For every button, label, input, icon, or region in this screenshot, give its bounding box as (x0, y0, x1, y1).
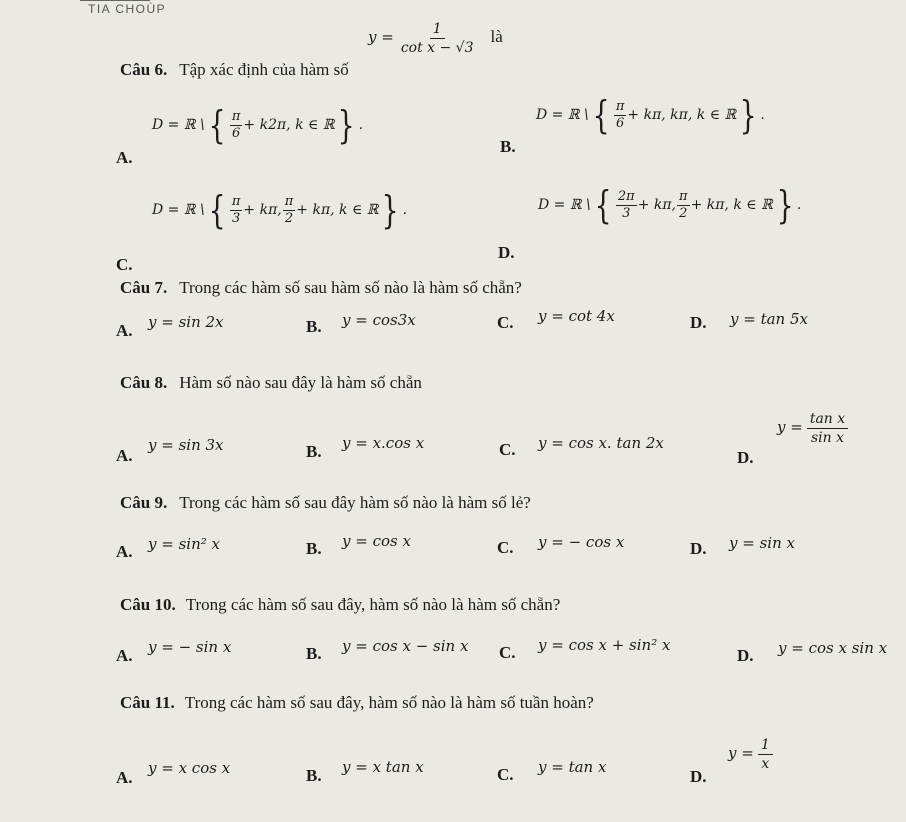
q7-option-a-label[interactable]: A. (116, 321, 133, 340)
q10-option-a-expr[interactable]: y = − sin x (148, 638, 232, 656)
question-11-text: Trong các hàm số sau đây, hàm số nào là hàm số tuần hoàn? (184, 693, 594, 712)
question-8-label: Câu 8. (120, 373, 168, 392)
q10-option-d-expr[interactable]: y = cos x sin x (778, 639, 888, 657)
fn-lhs: y = (777, 418, 803, 437)
question-11-stem (120, 693, 594, 713)
set-prefix: D = ℝ \ (152, 202, 205, 218)
q11-option-c-expr[interactable]: y = tan x (538, 758, 607, 776)
fraction-denominator: x (761, 756, 770, 772)
q6-option-c-label[interactable]: C. (116, 255, 133, 274)
q11-option-d-label[interactable]: D. (690, 767, 707, 786)
right-brace: } (338, 103, 356, 147)
q7-option-d-label[interactable]: D. (690, 313, 707, 332)
q8-option-a-label[interactable]: A. (116, 446, 133, 465)
question-10-label: Câu 10. (120, 595, 176, 614)
q10-option-a-label[interactable]: A. (116, 646, 133, 665)
q8-option-b-label[interactable]: B. (306, 442, 322, 461)
q11-option-a-expr[interactable]: y = x cos x (148, 759, 231, 777)
frac-pi-3: $\frac{\pi}{3}$ (231, 193, 241, 226)
frac-pi-2: $\frac{\pi}{2}$ (284, 193, 294, 226)
fn-denominator: cot x − √3 (400, 40, 474, 56)
q9-option-b-expr[interactable]: y = cos x (342, 532, 411, 550)
q7-option-c-expr[interactable]: y = cot 4x (538, 307, 615, 325)
set-prefix: D = ℝ \ (538, 197, 591, 213)
question-7-stem (120, 278, 522, 298)
question-6-function (368, 20, 503, 57)
q9-option-d-expr[interactable]: y = sin x (729, 534, 795, 552)
q7-option-a-expr[interactable]: y = sin 2x (148, 313, 224, 331)
q11-option-d-expr[interactable] (728, 736, 773, 773)
fn-fraction (398, 20, 477, 57)
fn-lhs: y = (368, 28, 394, 47)
q7-option-c-label[interactable]: C. (497, 313, 514, 332)
q7-option-d-expr[interactable]: y = tan 5x (730, 310, 808, 328)
page-header: TIA CHOÙP (88, 2, 167, 16)
q9-option-a-label[interactable]: A. (116, 542, 133, 561)
q10-option-c-expr[interactable]: y = cos x + sin² x (538, 636, 671, 654)
question-10-stem (120, 595, 560, 615)
q6-option-a-expr[interactable]: D = ℝ \ { $\frac{\pi}{6}$ + k2π, k ∈ ℝ } . (152, 103, 364, 147)
q6-option-a-label[interactable]: A. (116, 148, 133, 167)
q8-option-d-expr[interactable] (777, 410, 848, 447)
q6-option-b-expr[interactable]: D = ℝ \ { $\frac{\pi}{6}$ + kπ, kπ, k ∈ ℝ } . (536, 93, 765, 137)
question-6-stem (120, 60, 349, 80)
q11-option-b-expr[interactable]: y = x tan x (342, 758, 424, 776)
question-8-text: Hàm số nào sau đây là hàm số chẵn (179, 373, 422, 392)
right-brace: } (739, 93, 757, 137)
fraction-denominator: sin x (810, 430, 844, 446)
question-9-stem (120, 493, 531, 513)
left-brace: { (594, 183, 612, 227)
q7-option-b-label[interactable]: B. (306, 317, 322, 336)
right-brace: } (382, 188, 399, 232)
q11-option-b-label[interactable]: B. (306, 766, 322, 785)
tan-over-sin-fraction (807, 410, 848, 447)
q8-option-c-label[interactable]: C. (499, 440, 516, 459)
q9-option-d-label[interactable]: D. (690, 539, 707, 558)
question-11-label: Câu 11. (120, 693, 175, 712)
fn-suffix: là (490, 27, 503, 47)
question-8-stem (120, 373, 422, 393)
q10-option-d-label[interactable]: D. (737, 646, 754, 665)
q6-option-c-expr[interactable]: D = ℝ \ { $\frac{\pi}{3}$ + kπ, $\frac{\pi}{2}$ + kπ, k ∈ ℝ } . (152, 188, 408, 232)
question-7-label: Câu 7. (120, 278, 168, 297)
fraction-numerator: 1 (758, 736, 773, 755)
frac-pi-6: $\frac{\pi}{6}$ (615, 98, 625, 131)
q11-option-c-label[interactable]: C. (497, 765, 514, 784)
q8-option-d-label[interactable]: D. (737, 448, 754, 467)
q6-option-b-label[interactable]: B. (500, 137, 516, 156)
q10-option-b-expr[interactable]: y = cos x − sin x (342, 637, 469, 655)
frac-pi-6: $\frac{\pi}{6}$ (231, 108, 241, 141)
set-prefix: D = ℝ \ (536, 107, 589, 123)
q6-option-d-label[interactable]: D. (498, 243, 515, 262)
fn-lhs: y = (728, 744, 754, 763)
set-prefix: D = ℝ \ (152, 117, 205, 133)
question-10-text: Trong các hàm số sau đây, hàm số nào là hàm số chẵn? (185, 595, 561, 614)
q10-option-b-label[interactable]: B. (306, 644, 322, 663)
q9-option-c-expr[interactable]: y = − cos x (538, 533, 625, 551)
question-6-text: Tập xác định của hàm số (179, 60, 349, 79)
frac-2pi-3: $\frac{2\pi}{3}$ (617, 188, 635, 221)
q9-option-b-label[interactable]: B. (306, 539, 322, 558)
right-brace: } (776, 183, 794, 227)
one-over-x-fraction (758, 736, 773, 773)
q7-option-b-expr[interactable]: y = cos3x (342, 311, 416, 329)
q11-option-a-label[interactable]: A. (116, 768, 133, 787)
question-6-label: Câu 6. (120, 60, 168, 79)
header-rule (80, 0, 150, 1)
q9-option-a-expr[interactable]: y = sin² x (148, 535, 220, 553)
q10-option-c-label[interactable]: C. (499, 643, 516, 662)
question-9-text: Trong các hàm số sau đây hàm số nào là hàm số lẻ? (179, 493, 531, 512)
frac-pi-2: $\frac{\pi}{2}$ (679, 188, 688, 221)
left-brace: { (208, 188, 226, 232)
fn-numerator: 1 (430, 20, 445, 39)
fraction-numerator: tan x (807, 410, 848, 429)
q8-option-a-expr[interactable]: y = sin 3x (148, 436, 224, 454)
left-brace: { (592, 93, 610, 137)
left-brace: { (208, 103, 226, 147)
q8-option-c-expr[interactable]: y = cos x. tan 2x (538, 434, 664, 452)
question-9-label: Câu 9. (120, 493, 168, 512)
q6-option-d-expr[interactable]: D = ℝ \ { $\frac{2\pi}{3}$ + kπ, $\frac{\pi}{2}$ + kπ, k ∈ ℝ } . (538, 183, 802, 227)
question-7-text: Trong các hàm số sau hàm số nào là hàm số chẵn? (179, 278, 522, 297)
q9-option-c-label[interactable]: C. (497, 538, 514, 557)
q8-option-b-expr[interactable]: y = x.cos x (342, 434, 425, 452)
